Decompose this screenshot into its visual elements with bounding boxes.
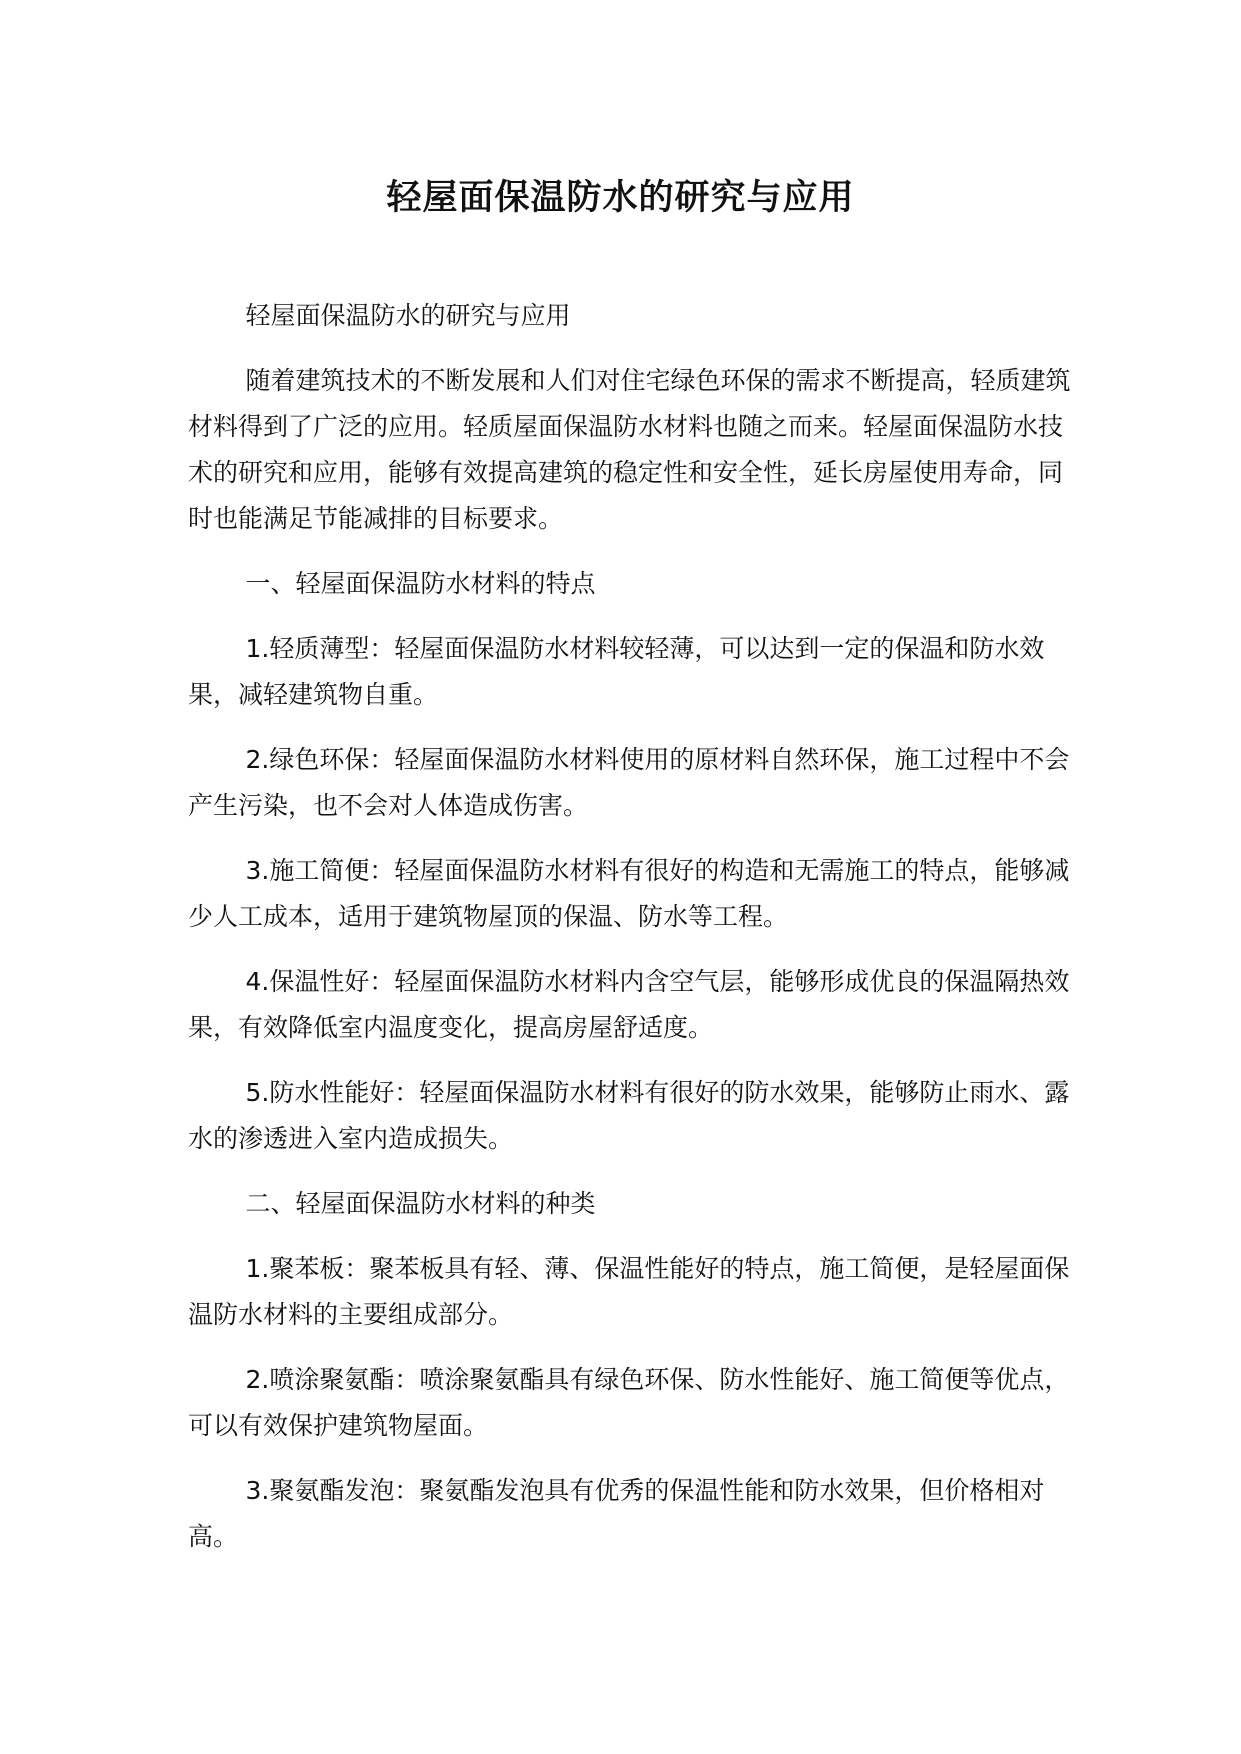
section-heading-types: 二、轻屋面保温防水材料的种类 [245,1189,596,1218]
type-item-2: 2.喷涂聚氨酯：喷涂聚氨酯具有绿色环保、防水性能好、施工简便等优点，可以有效保护建筑物屋面。 [188,1365,1070,1440]
feature-item-4: 4.保温性好：轻屋面保温防水材料内含空气层，能够形成优良的保温隔热效果，有效降低室内温度变化，提高房屋舒适度。 [188,967,1070,1042]
type-item-3: 3.聚氨酯发泡：聚氨酯发泡具有优秀的保温性能和防水效果，但价格相对高。 [188,1476,1045,1551]
subtitle-paragraph: 轻屋面保温防水的研究与应用 [245,301,571,330]
intro-paragraph: 随着建筑技术的不断发展和人们对住宅绿色环保的需求不断提高，轻质建筑材料得到了广泛的应用。轻质屋面保温防水材料也随之而来。轻屋面保温防水技术的研究和应用，能够有效提高建筑的稳定性和安全性，延长房屋使用寿命，同时也能满足节能减排的目标要求。 [188,366,1071,533]
feature-item-1: 1.轻质薄型：轻屋面保温防水材料较轻薄，可以达到一定的保温和防水效果，减轻建筑物自重。 [188,634,1045,709]
feature-item-3: 3.施工简便：轻屋面保温防水材料有很好的构造和无需施工的特点，能够减少人工成本，适用于建筑物屋顶的保温、防水等工程。 [188,856,1070,931]
feature-item-5: 5.防水性能好：轻屋面保温防水材料有很好的防水效果，能够防止雨水、露水的渗透进入室内造成损失。 [188,1078,1070,1153]
type-item-1: 1.聚苯板：聚苯板具有轻、薄、保温性能好的特点，施工简便，是轻屋面保温防水材料的主要组成部分。 [188,1254,1070,1329]
feature-item-2: 2.绿色环保：轻屋面保温防水材料使用的原材料自然环保，施工过程中不会产生污染，也不会对人体造成伤害。 [188,745,1070,820]
section-heading-features: 一、轻屋面保温防水材料的特点 [245,569,596,598]
document-body [188,293,1083,1579]
document-title: 轻屋面保温防水的研究与应用 [386,178,855,218]
